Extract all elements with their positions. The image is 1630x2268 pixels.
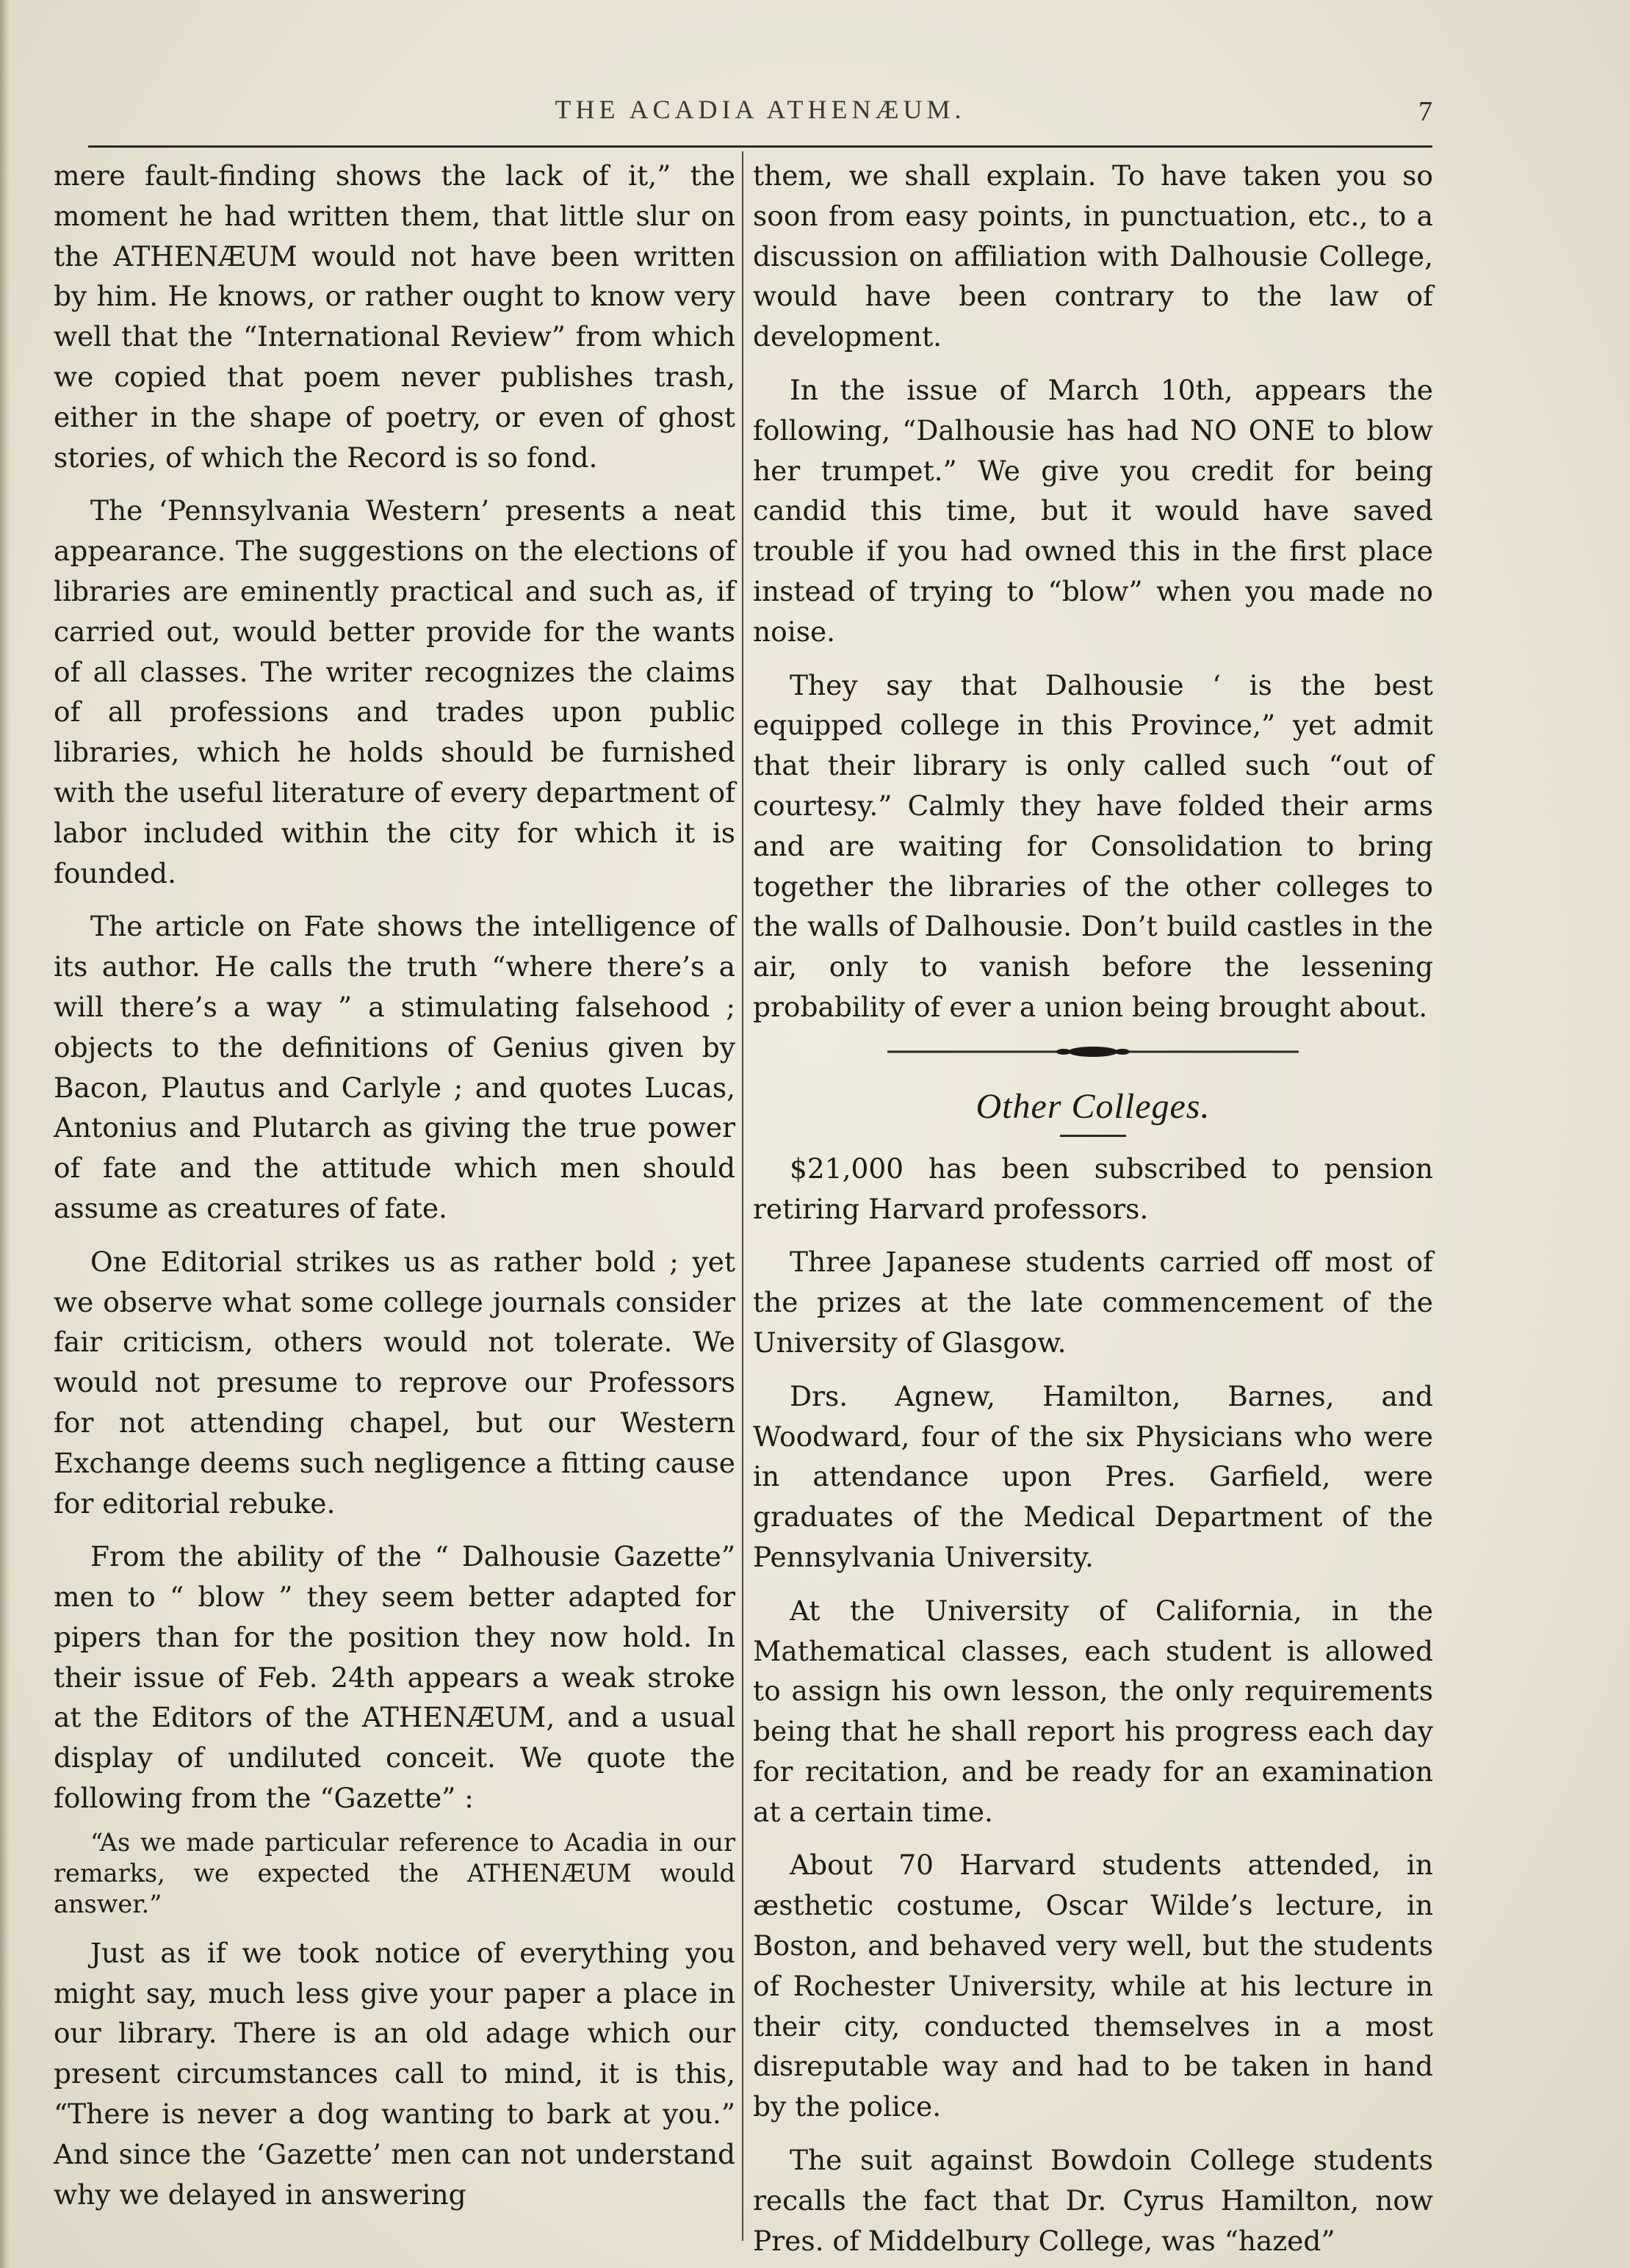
column-divider — [742, 151, 743, 2241]
paragraph: The ‘Pennsylvania Western’ presents a neat appearance. The suggestions on the elections of libraries are eminently practical and such as, if carried out, would better provide for the wants of all classes. The writer recognizes the claims of all professions and trades upon public libraries, which he holds should be furnished with the useful literature of every department of labor included within the city for which it is founded. — [54, 494, 735, 889]
paragraph: $21,000 has been subscribed to pension retiring Harvard professors. — [753, 1152, 1433, 1225]
paragraph: About 70 Harvard students attended, in æsthetic costume, Oscar Wilde’s lecture, in Boston, and behaved very well, but the students of Rochester University, while at his lecture in their city, conducted themselves in a most disreputable way and had to be taken in hand by the police. — [753, 1849, 1433, 2123]
paragraph: mere fault-finding shows the lack of it,” the moment he had written them, that little slur on the ATHENÆUM would not have been written by him. He knows, or rather ought to know very well that the “International Review” from which we copied that poem never publishes trash, either in the shape of poetry, or even of ghost stories, of which the Record is so fond. — [54, 159, 735, 474]
paragraph: Drs. Agnew, Hamilton, Barnes, and Woodward, four of the six Physicians who were in attendance upon Pres. Garfield, were graduates of the Medical Department of the Pennsylvania University. — [753, 1379, 1433, 1573]
right-column — [753, 156, 1433, 2261]
block-quote: “As we made particular reference to Acadia in our remarks, we expected the ATHENÆUM would answer.” — [54, 1827, 735, 1918]
paragraph: From the ability of the “ Dalhousie Gazette” men to “ blow ” they seem better adapted for pipers than for the position they now hold. In their issue of Feb. 24th appears a weak stroke at the Editors of the ATHENÆUM, and a usual display of undiluted conceit. We quote the following from the “Gazette” : — [54, 1540, 735, 1815]
title-rule — [1060, 1135, 1126, 1137]
paragraph: Three Japanese students carried off most of the prizes at the late commencement of the University of Glasgow. — [753, 1246, 1433, 1359]
page-number: 7 — [1418, 96, 1432, 127]
paragraph: Just as if we took notice of everything you might say, much less give your paper a place in our library. There is an old adage which our present circumstances call to mind, it is this, “There is never a dog wanting to bark at you.” And since the ‘Gazette’ men can not understand why we delayed in answering — [54, 1936, 735, 2211]
paragraph: In the issue of March 10th, appears the following, “Dalhousie has had NO ONE to blow her trumpet.” We give you credit for being candid this time, but it would have saved trouble if you had owned this in the first place instead of trying to “blow” when you made no noise. — [753, 373, 1433, 648]
header-rule — [88, 145, 1432, 148]
binding-edge — [0, 0, 10, 2268]
paragraph: At the University of California, in the Mathematical classes, each student is allowed to assign his own lesson, the only requirements being that he shall report his progress each day for recitation, and be ready for an examination at a certain time. — [753, 1594, 1433, 1828]
page-header — [88, 87, 1432, 138]
left-column — [54, 156, 735, 2214]
paragraph: One Editorial strikes us as rather bold ; yet we observe what some college journals consider fair criticism, others would not tolerate. We would not presume to reprove our Professors for not attending chapel, but our Western Exchange deems such negligence a fitting cause for editorial rebuke. — [54, 1245, 735, 1520]
running-title: THE ACADIA ATHENÆUM. — [555, 95, 966, 124]
paragraph: The suit against Bowdoin College students recalls the fact that Dr. Cyrus Hamilton, now Pres. of Middelbury College, was “hazed” — [753, 2144, 1433, 2257]
paragraph: them, we shall explain. To have taken you so soon from easy points, in punctuation, etc., to a discussion on affiliation with Dalhousie College, would have been contrary to the law of development. — [753, 159, 1433, 353]
section-divider-ornament — [887, 1041, 1299, 1063]
section-title: Other Colleges. — [976, 1086, 1211, 1126]
paragraph: They say that Dalhousie ‘ is the best equipped college in this Province,” yet admit that their library is only called such “out of courtesy.” Calmly they have folded their arms and are waiting for Consolidation to bring together the libraries of the other colleges to the walls of Dalhousie. Don’t build castles in the air, only to vanish before the lessening probability of ever a union being brought about. — [753, 668, 1433, 1023]
paragraph: The article on Fate shows the intelligence of its author. He calls the truth “where there’s a will there’s a way ” a stimulating falsehood ; objects to the definitions of Genius given by Bacon, Plautus and Carlyle ; and quotes Lucas, Antonius and Plutarch as giving the true power of fate and the attitude which men should assume as creatures of fate. — [54, 910, 735, 1224]
